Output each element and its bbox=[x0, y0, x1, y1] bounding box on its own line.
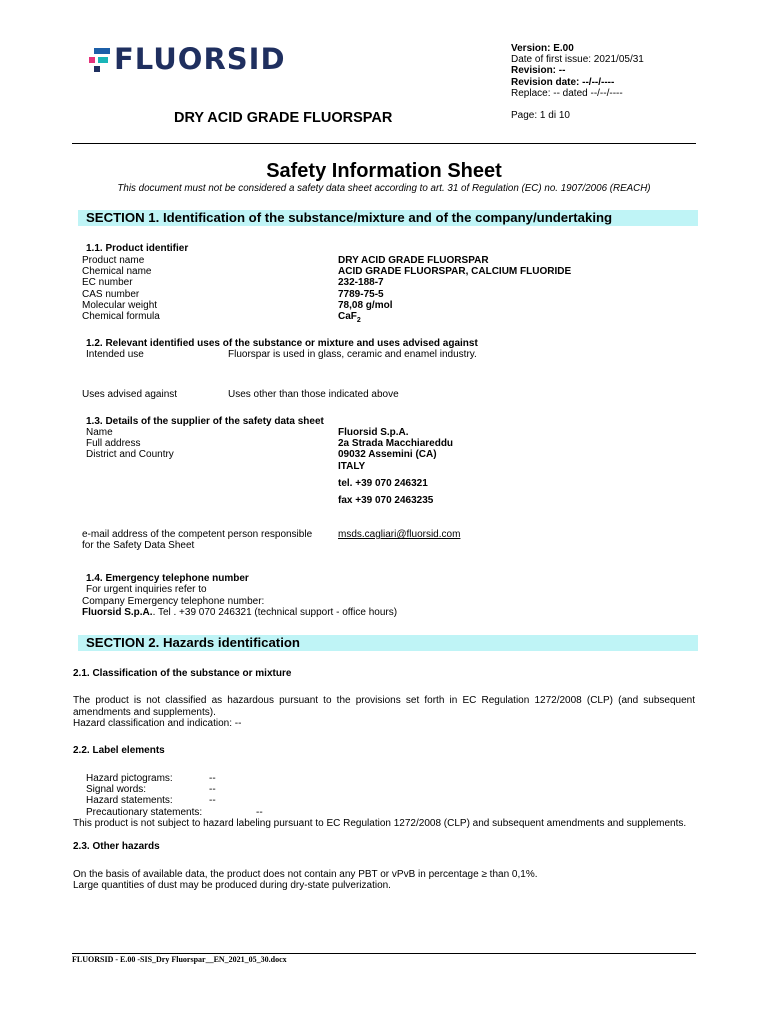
s23-line1: On the basis of available data, the product does not contain any PBT or vPvB in percentage ≥ than 0,1%. bbox=[73, 869, 538, 880]
label-hazard-statements: Hazard statements: bbox=[86, 795, 173, 807]
value-chemical-formula bbox=[338, 311, 571, 326]
label-district: District and Country bbox=[86, 449, 174, 461]
s11-labels bbox=[82, 255, 160, 322]
value-hazard-pictograms: -- bbox=[209, 773, 216, 784]
value-precautionary-statements: -- bbox=[256, 807, 263, 818]
s14-line1: For urgent inquiries refer to bbox=[86, 584, 207, 595]
label-signal-words: Signal words: bbox=[86, 784, 147, 796]
s13-title: 1.3. Details of the supplier of the safety data sheet bbox=[86, 416, 324, 427]
sheet-subtitle: This document must not be considered a safety data sheet according to art. 31 of Regulation (EC) no. 1907/2006 (REACH) bbox=[117, 183, 651, 194]
value-chemical-name: ACID GRADE FLUORSPAR, CALCIUM FLUORIDE bbox=[338, 266, 572, 278]
value-address: 2a Strada Macchiareddu bbox=[338, 438, 454, 450]
sheet-title: Safety Information Sheet bbox=[266, 160, 502, 182]
s12-title: 1.2. Relevant identified uses of the substance or mixture and uses advised against bbox=[86, 338, 478, 349]
company-logo bbox=[86, 44, 286, 74]
s14-line2: Company Emergency telephone number: bbox=[82, 596, 265, 607]
section-1-heading: SECTION 1. Identification of the substance/mixture and of the company/undertaking bbox=[78, 210, 698, 226]
s14-phone: . Tel . +39 070 246321 (technical support - office hours) bbox=[152, 607, 398, 618]
label-intended-use: Intended use bbox=[86, 349, 144, 360]
s14-title: 1.4. Emergency telephone number bbox=[86, 573, 249, 584]
footer-filename: FLUORSID - E.00 -SIS_Dry Fluorspar__EN_2021_05_30.docx bbox=[72, 955, 287, 964]
value-tel: tel. +39 070 246321 bbox=[338, 478, 428, 489]
label-uses-against: Uses advised against bbox=[82, 389, 178, 400]
value-country: ITALY bbox=[338, 460, 366, 472]
label-name: Name bbox=[86, 427, 113, 438]
label-cas-number: CAS number bbox=[82, 288, 140, 300]
section-2-heading: SECTION 2. Hazards identification bbox=[78, 635, 698, 651]
label-molecular-weight: Molecular weight bbox=[82, 299, 158, 311]
s21-title: 2.1. Classification of the substance or mixture bbox=[73, 668, 292, 679]
s22-title: 2.2. Label elements bbox=[73, 745, 165, 756]
s22-labels bbox=[86, 773, 202, 818]
logo-text: FLUORSID bbox=[114, 42, 286, 76]
s11-title: 1.1. Product identifier bbox=[86, 243, 189, 254]
label-hazard-pictograms: Hazard pictograms: bbox=[86, 773, 173, 784]
s21-hazard-classification: Hazard classification and indication: -- bbox=[73, 718, 242, 729]
label-email-1: e-mail address of the competent person responsible bbox=[82, 529, 313, 540]
label-product-name: Product name bbox=[82, 255, 145, 266]
value-uses-against: Uses other than those indicated above bbox=[228, 389, 399, 400]
logo-mark-icon bbox=[86, 46, 112, 72]
document-meta bbox=[511, 43, 644, 99]
s23-line2: Large quantities of dust may be produced during dry-state pulverization. bbox=[73, 880, 391, 891]
label-chemical-name: Chemical name bbox=[82, 266, 152, 278]
revision-date: Revision date: --/--/---- bbox=[511, 76, 615, 88]
s22-note: This product is not subject to hazard labeling pursuant to EC Regulation 1272/2008 (CLP) and subsequent amendments and supplements. bbox=[73, 818, 687, 829]
s23-title: 2.3. Other hazards bbox=[73, 841, 160, 852]
s14-company: Fluorsid S.p.A. bbox=[82, 607, 153, 618]
label-ec-number: EC number bbox=[82, 277, 133, 289]
s13-labels bbox=[86, 427, 174, 461]
value-city: 09032 Assemini (CA) bbox=[338, 449, 437, 461]
value-hazard-statements: -- bbox=[209, 795, 216, 807]
email-link[interactable]: msds.cagliari@fluorsid.com bbox=[338, 529, 461, 540]
label-full-address: Full address bbox=[86, 438, 141, 450]
revision: Revision: -- bbox=[511, 65, 566, 77]
version: Version: E.00 bbox=[511, 43, 574, 54]
label-email-2: for the Safety Data Sheet bbox=[82, 540, 195, 551]
value-fax: fax +39 070 2463235 bbox=[338, 495, 434, 506]
label-chemical-formula: Chemical formula bbox=[82, 311, 160, 323]
replace: Replace: -- dated --/--/---- bbox=[511, 87, 623, 99]
s13-values bbox=[338, 427, 453, 472]
page-number: Page: 1 di 10 bbox=[511, 110, 570, 121]
first-issue-date: Date of first issue: 2021/05/31 bbox=[511, 54, 644, 66]
footer-divider bbox=[72, 953, 696, 954]
formula-subscript: 2 bbox=[356, 317, 361, 325]
value-cas-number: 7789-75-5 bbox=[338, 288, 384, 300]
value-product-name: DRY ACID GRADE FLUORSPAR bbox=[338, 255, 489, 266]
label-precautionary-statements: Precautionary statements: bbox=[86, 806, 203, 818]
s21-paragraph: The product is not classified as hazardous pursuant to the provisions set forth in EC Regulation 1272/2008 (CLP) (and subsequent amendments and supplements). bbox=[73, 695, 695, 718]
s22-values bbox=[209, 773, 216, 807]
value-intended-use: Fluorspar is used in glass, ceramic and enamel industry. bbox=[228, 349, 477, 360]
product-title: DRY ACID GRADE FLUORSPAR bbox=[174, 110, 393, 126]
value-ec-number: 232-188-7 bbox=[338, 277, 384, 289]
s14-line3 bbox=[82, 607, 397, 618]
value-signal-words: -- bbox=[209, 784, 216, 796]
value-company-name: Fluorsid S.p.A. bbox=[338, 427, 409, 438]
header-divider bbox=[72, 143, 696, 144]
s11-values bbox=[338, 255, 571, 326]
value-molecular-weight: 78,08 g/mol bbox=[338, 299, 393, 311]
formula-base: CaF bbox=[338, 311, 357, 323]
